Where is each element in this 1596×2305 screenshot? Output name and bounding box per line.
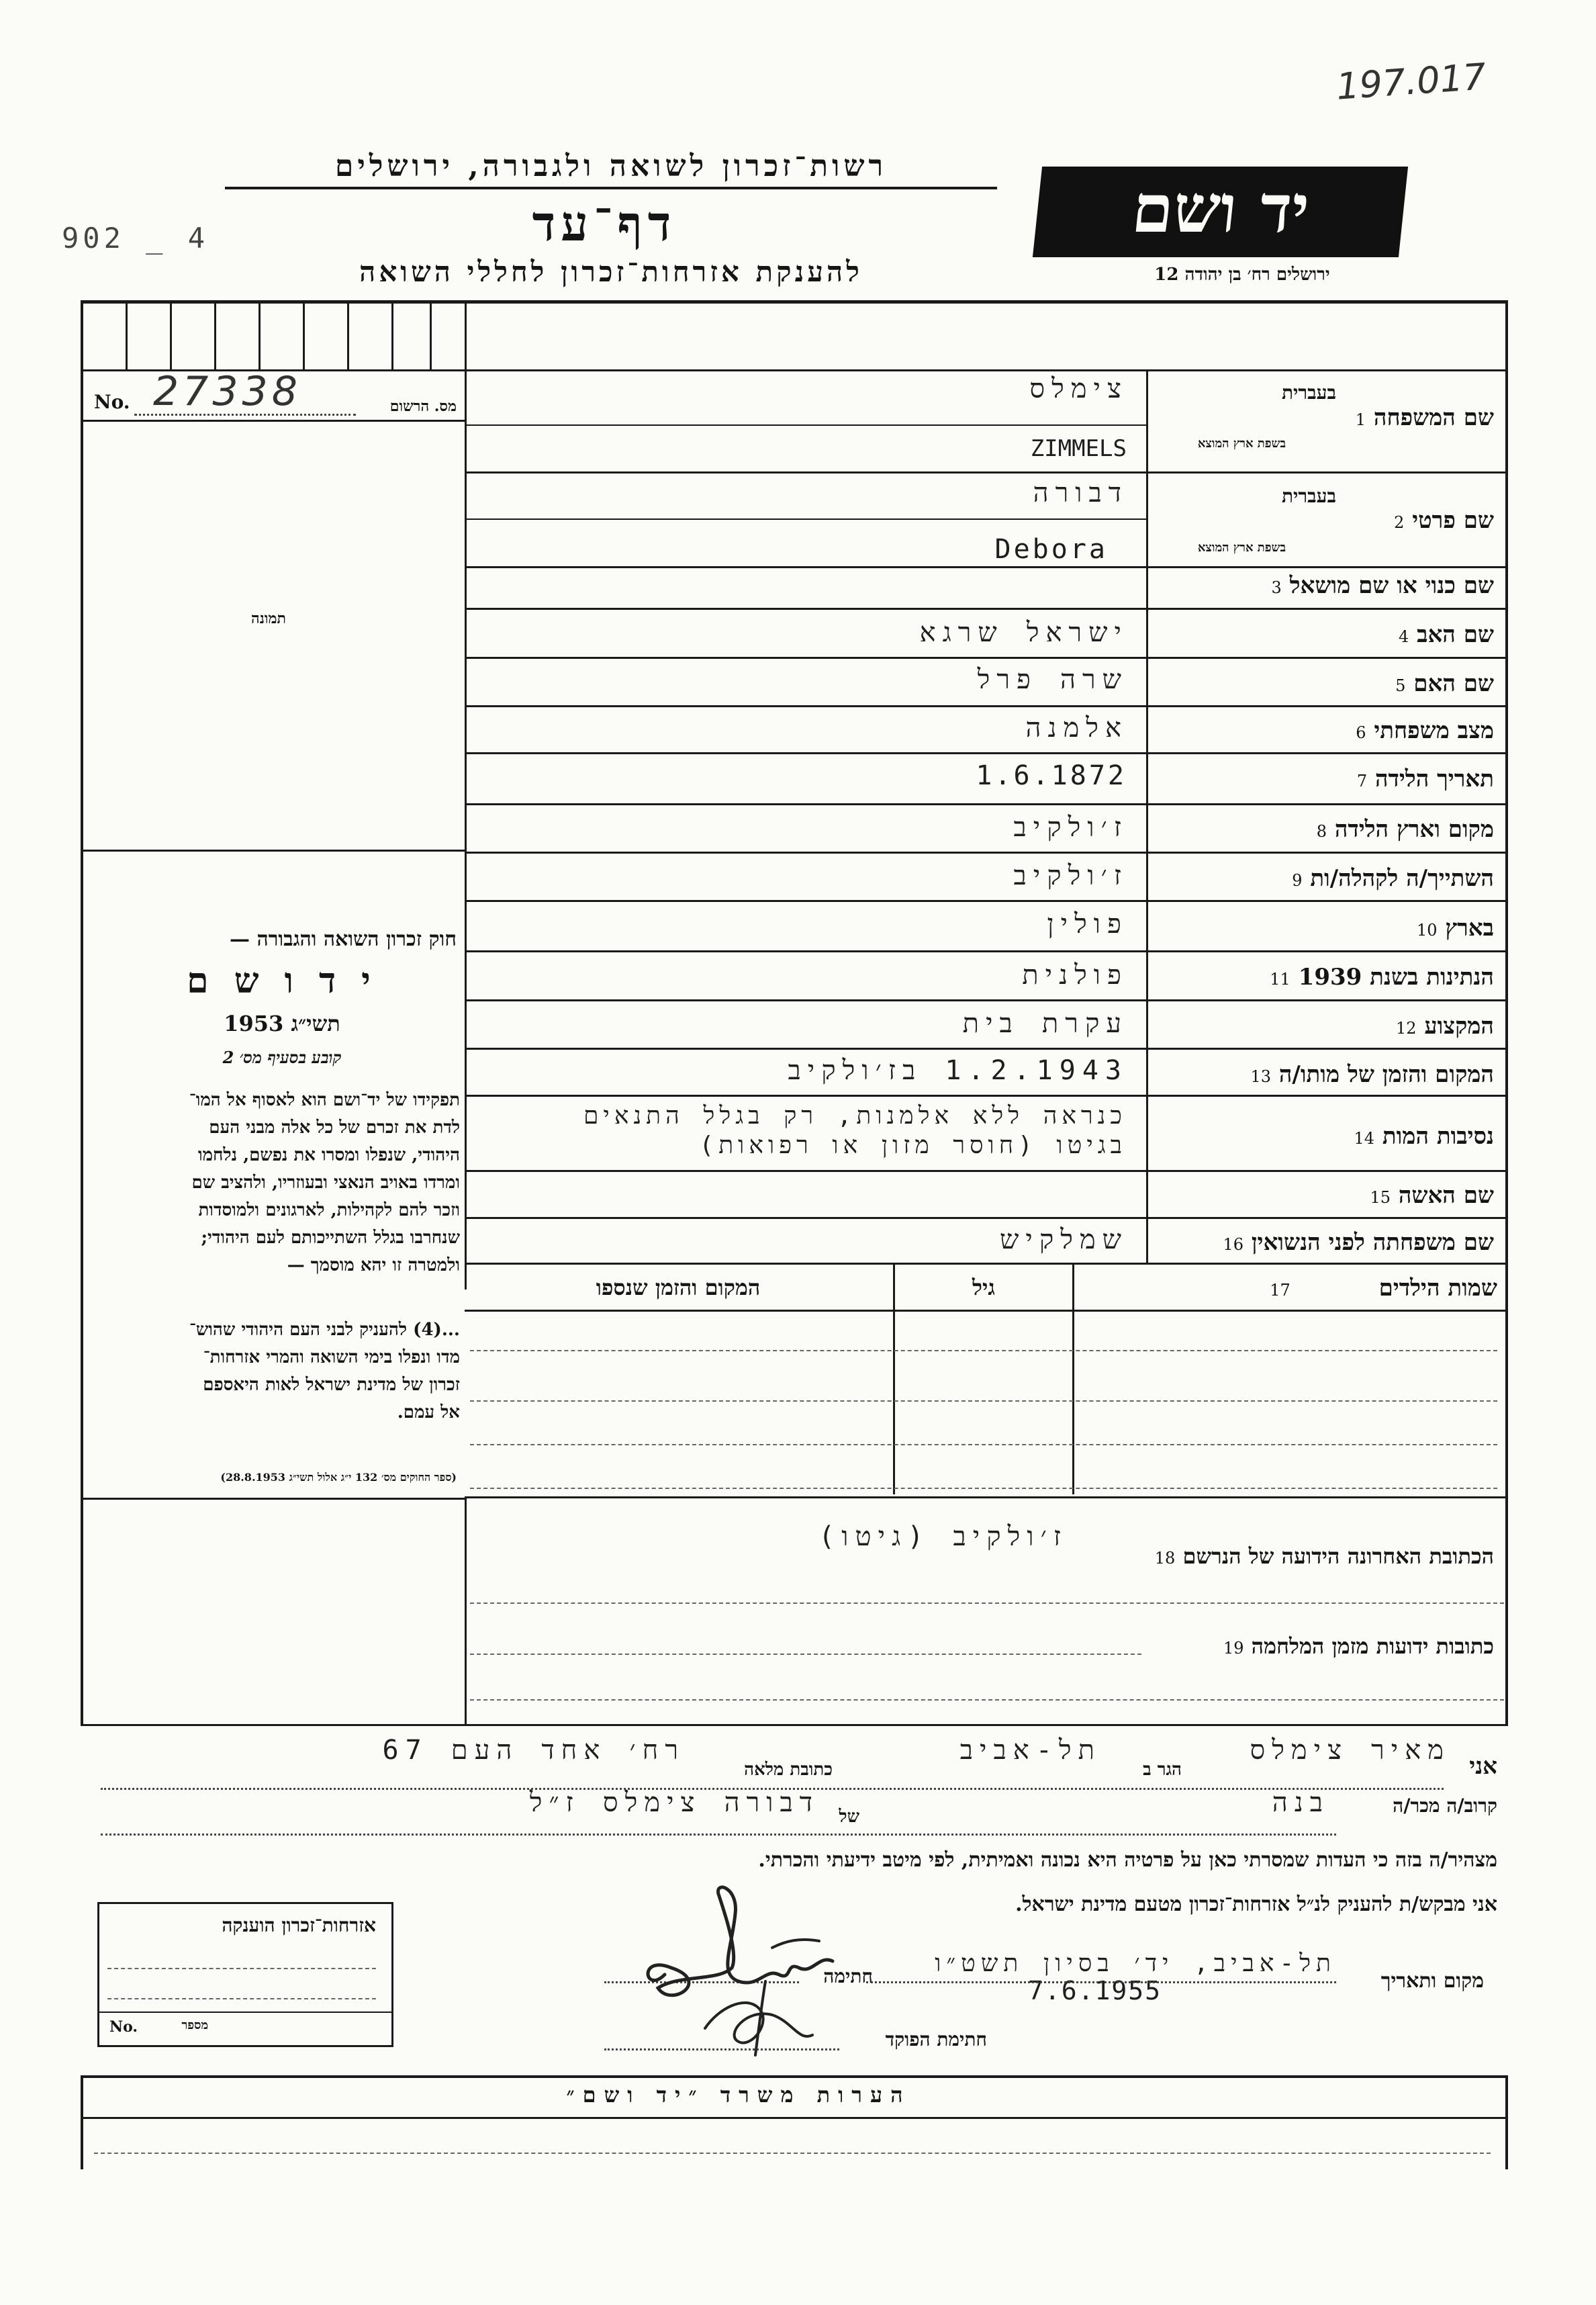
row-7-bottom xyxy=(465,803,1507,805)
field-19-line xyxy=(470,1654,1141,1655)
registration-number: 27338 xyxy=(153,368,301,415)
row-10-bottom xyxy=(465,950,1507,952)
code-cell xyxy=(430,300,432,369)
yad-vashem-logo xyxy=(1033,167,1408,257)
field-2-value-latin[interactable]: Debora xyxy=(994,534,1108,565)
law-line: אל עמם. xyxy=(397,1402,460,1422)
law-line: זכרון של מדינת ישראל לאות היאספם xyxy=(203,1375,460,1395)
field-10-value[interactable]: פולין xyxy=(1047,909,1128,940)
law-line: ...(4) להעניק לבני העם היהודי שהוש־ xyxy=(189,1320,460,1340)
field-1-hebrew-sub: בעברית xyxy=(1281,381,1336,404)
field-3-label: שם כנוי או שם מושאל 3 xyxy=(1271,572,1494,599)
row-3-bottom xyxy=(465,608,1507,610)
law-line: תפקידו של יד־ושם הוא לאסוף אל המו־ xyxy=(189,1090,460,1110)
fields-18-19-left-border xyxy=(465,1496,467,1726)
remarks-top xyxy=(81,2075,1507,2078)
law-line: שנחרבו בגלל השתייכותם לעם היהודי; xyxy=(201,1228,460,1248)
law-yad-vashem: י ד ו ש ם xyxy=(187,960,377,1001)
date-value[interactable]: 7.6.1955 xyxy=(1027,1976,1162,2005)
photo-label: תמונה xyxy=(251,610,286,627)
declarant-name[interactable]: מאיר צימלס xyxy=(1250,1735,1450,1766)
field-18-line xyxy=(470,1602,1504,1604)
field-14-value-line-1[interactable]: כנראה ללא אלמנות, רק בגלל התנאים xyxy=(583,1102,1127,1130)
citizenship-box-line xyxy=(107,1998,376,1999)
field-2-hebrew-sub: בעברית xyxy=(1281,485,1336,507)
signature-label: חתימה xyxy=(823,1965,873,1987)
remarks-line xyxy=(94,2153,1491,2154)
field-16-value[interactable]: שמלקיש xyxy=(1000,1224,1128,1255)
code-cell xyxy=(259,300,261,369)
photo-box-bottom xyxy=(81,850,465,852)
children-table-bottom xyxy=(465,1496,1507,1498)
citizenship-box-number-label: מספר xyxy=(181,2018,208,2032)
remarks-label: הערות משרד ״יד ושם״ xyxy=(566,2082,911,2108)
law-box-bottom xyxy=(81,1498,465,1500)
law-source: (ספר החוקים מס׳ 132 י״ג אלול תשי״ג 28.8.1953) xyxy=(220,1471,457,1484)
law-line: וזכר להם לקהילות, לארגונים ולמוסדות xyxy=(198,1200,460,1220)
children-header-bottom xyxy=(465,1310,1507,1312)
code-cell xyxy=(214,300,216,369)
law-line: היהודי, שנפלו ומסרו את נפשם, נלחמו xyxy=(197,1145,460,1165)
field-10-label: בארץ 10 xyxy=(1416,915,1494,942)
children-row-line xyxy=(470,1444,1497,1445)
children-names-header: שמות הילדים 17 xyxy=(1270,1275,1497,1302)
law-title: חוק זכרון השואה והגבורה — xyxy=(230,928,457,951)
field-1-origin-sub: בשפת ארץ המוצא xyxy=(1197,437,1286,451)
frame-right xyxy=(1505,300,1508,1726)
declarant-full-address-label: כתובת מלאה xyxy=(744,1760,833,1780)
declaration-statement-2: אני מבקש/ת להעניק לנ״ל אזרחות־זכרון מטעם מדינת ישראל. xyxy=(1015,1893,1497,1916)
code-cell xyxy=(391,300,393,369)
field-6-label: מצב משפחתי 6 xyxy=(1356,717,1494,744)
code-cell xyxy=(126,300,128,369)
registration-no-label: No. xyxy=(94,391,130,413)
law-line: מדו ונפלו בימי השואה והמרי אזרחות־ xyxy=(203,1347,460,1367)
code-grid-divider xyxy=(465,300,467,369)
officer-signature xyxy=(692,1968,826,2062)
row-4-bottom xyxy=(465,657,1507,659)
field-18-label: הכתובת האחרונה הידועה של הנרשם 18 xyxy=(1154,1543,1494,1569)
row-1-bottom xyxy=(465,471,1507,473)
remarks-divider xyxy=(81,2117,1507,2119)
place-date-line xyxy=(866,1981,1336,1983)
declaration-statement-1: מצהיר/ה בזה כי העדות שמסרתי כאן על פרטיה היא נכונה ואמיתית, לפי מיטב ידיעתי והכרתי. xyxy=(758,1848,1497,1872)
citizenship-box-divider xyxy=(97,2012,391,2013)
registration-row-bottom xyxy=(81,420,465,422)
children-row-line xyxy=(470,1350,1497,1351)
field-8-value[interactable]: ז׳ולקיב xyxy=(1013,812,1128,843)
law-year: תשי״ג 1953 xyxy=(224,1011,340,1036)
authority-title: רשות־זכרון לשואה ולגבורה, ירושלים xyxy=(334,149,888,183)
field-4-value[interactable]: ישראל שרגא xyxy=(919,617,1128,648)
remarks-left xyxy=(81,2075,83,2169)
logo-address: ירושלים רח׳ בן יהודה 12 xyxy=(1154,265,1330,285)
code-cell xyxy=(347,300,349,369)
field-5-value[interactable]: שרה פרל xyxy=(977,664,1128,695)
left-column-divider xyxy=(465,369,467,1290)
row-9-bottom xyxy=(465,900,1507,902)
field-11-value[interactable]: פולנית xyxy=(1022,960,1128,991)
frame-left xyxy=(81,300,83,1726)
row-15-bottom xyxy=(465,1217,1507,1219)
form-subtitle: להענקת אזרחות־זכרון לחללי השואה xyxy=(359,255,863,288)
law-clause-ref: קובע בסעיף מס׳ 2 xyxy=(222,1048,342,1067)
field-11-label: הנתינות בשנת 1939 11 xyxy=(1270,964,1494,991)
declarant-city[interactable]: תל-אביב xyxy=(959,1735,1101,1766)
officer-signature-line xyxy=(604,2048,839,2050)
registration-label: מס. הרשום xyxy=(389,398,457,415)
declarant-line-2 xyxy=(101,1834,1336,1836)
field-1-value-hebrew[interactable]: צימלס xyxy=(1029,373,1128,404)
declarant-relation-label: קרוב/ה מכר/ה xyxy=(1393,1795,1497,1817)
place-date-value[interactable]: תל-אביב, יד׳ בסיון תשט״ו xyxy=(935,1950,1336,1977)
row-12-bottom xyxy=(465,1048,1507,1050)
field-2-label: שם פרטי 2 xyxy=(1394,507,1494,534)
row-2-inner-divider xyxy=(465,518,1146,520)
field-13-label: המקום והזמן של מותו/ה 13 xyxy=(1250,1061,1494,1088)
row-8-bottom xyxy=(465,852,1507,854)
row-13-bottom xyxy=(465,1095,1507,1097)
law-line: ולמטרה זו יהא מוסמך — xyxy=(287,1255,460,1275)
corner-reference-number: 197.017 xyxy=(1335,55,1488,108)
declarant-of-name[interactable]: דבורה צימלס ז״ל xyxy=(529,1787,819,1818)
declarant-ani-label: אני xyxy=(1469,1753,1497,1780)
field-13-value[interactable]: 1.2.1943 בז׳ולקיב xyxy=(788,1055,1128,1086)
declarant-relation[interactable]: בנה xyxy=(1272,1787,1329,1818)
declarant-street[interactable]: רח׳ אחד העם 67 xyxy=(382,1735,685,1766)
field-14-value-line-2[interactable]: בגיטו (חוסר מזון או רפואות) xyxy=(699,1132,1127,1159)
field-14-label: נסיבות המות 14 xyxy=(1354,1123,1494,1150)
place-date-label: מקום ותאריך xyxy=(1380,1969,1484,1993)
citizenship-box-line xyxy=(107,1968,376,1969)
law-paragraph-1 xyxy=(94,1087,460,1279)
left-reference-number: 902 _ 4 xyxy=(62,222,209,255)
code-cell xyxy=(170,300,172,369)
authority-title-underline xyxy=(225,187,997,189)
field-1-value-latin[interactable]: ZIMMELS xyxy=(1030,435,1127,462)
field-2-value-hebrew[interactable]: דבורה xyxy=(1033,478,1128,508)
field-9-label: השתייך/ה לקהלה/ות 9 xyxy=(1292,865,1494,892)
field-15-label: שם האשה 15 xyxy=(1370,1182,1494,1209)
children-divider-place-age xyxy=(893,1263,895,1494)
declarant-of-label: של xyxy=(839,1807,859,1827)
field-2-origin-sub: בשפת ארץ המוצא xyxy=(1197,541,1286,555)
field-19-label: כתובות ידועות מזמן המלחמה 19 xyxy=(1223,1633,1494,1659)
row-16-bottom xyxy=(465,1263,1507,1265)
row-6-bottom xyxy=(465,752,1507,754)
field-5-label: שם האם 5 xyxy=(1395,670,1494,697)
field-1-label: שם המשפחה 1 xyxy=(1355,404,1494,431)
officer-signature-label: חתימת הפוקד xyxy=(885,2028,987,2050)
frame-top xyxy=(81,300,1507,304)
field-8-label: מקום וארץ הלידה 8 xyxy=(1316,816,1494,843)
remarks-right xyxy=(1505,2075,1508,2169)
field-12-label: המקצוע 12 xyxy=(1395,1013,1494,1040)
code-cell xyxy=(303,300,305,369)
field-6-value[interactable]: אלמנה xyxy=(1025,713,1128,743)
field-12-value[interactable]: עקרת בית xyxy=(962,1008,1128,1039)
citizenship-box-title: אזרחות־זכרון הוענקה xyxy=(222,1914,376,1936)
field-16-label: שם משפחתה לפני הנשואין 16 xyxy=(1223,1229,1494,1256)
field-9-value[interactable]: ז׳ולקיב xyxy=(1013,860,1128,891)
children-age-header: גיל xyxy=(972,1275,995,1300)
logo-text: יד ושם xyxy=(1128,171,1313,248)
law-line: ומרדו באויב הנאצי ובעוזריו, ולהציב שם xyxy=(191,1173,460,1193)
label-column-divider xyxy=(1146,369,1148,1263)
declarant-resides-label: הגר ב xyxy=(1143,1760,1182,1780)
row-11-bottom xyxy=(465,999,1507,1001)
field-7-value[interactable]: 1.6.1872 xyxy=(976,760,1127,791)
row-14-bottom xyxy=(465,1170,1507,1172)
field-18-value[interactable]: ז׳ולקיב (גיטו) xyxy=(818,1521,1068,1552)
law-line: לדת את זכרם של כל אלה מבני העם xyxy=(209,1118,460,1138)
children-row-line xyxy=(470,1488,1497,1489)
children-row-line xyxy=(470,1400,1497,1402)
citizenship-box-no-label: No. xyxy=(109,2018,138,2036)
row-2-bottom xyxy=(465,566,1507,568)
children-place-header: המקום והזמן שנספו xyxy=(596,1275,761,1300)
field-19-line-2 xyxy=(470,1699,1504,1701)
law-paragraph-2 xyxy=(94,1316,460,1427)
form-title: דף־עד xyxy=(532,195,677,252)
children-divider-age-name xyxy=(1072,1263,1074,1494)
field-4-label: שם האב 4 xyxy=(1398,621,1494,648)
row-1-inner-divider xyxy=(465,424,1146,426)
row-5-bottom xyxy=(465,705,1507,707)
field-7-label: תאריך הלידה 7 xyxy=(1356,766,1494,793)
frame-bottom xyxy=(81,1724,1507,1726)
